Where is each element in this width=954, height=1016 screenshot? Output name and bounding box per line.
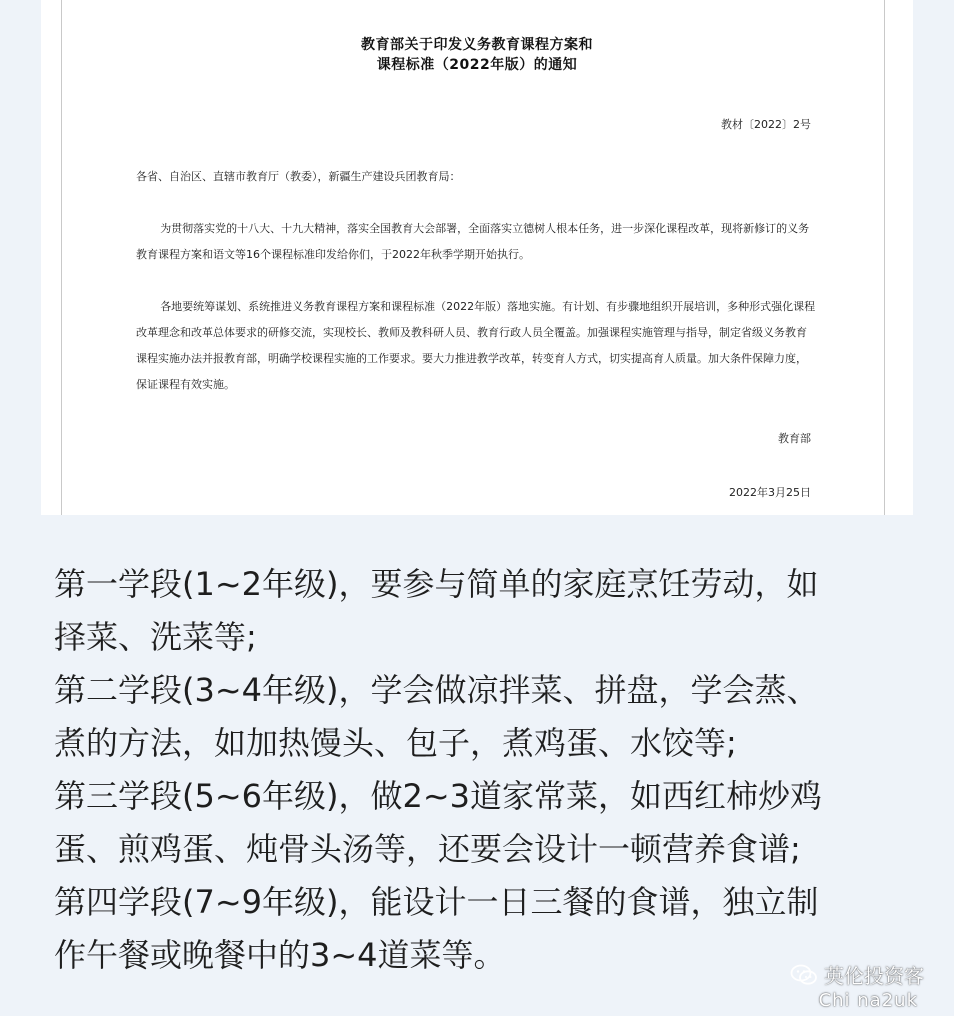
notice-paragraph-1: 为贯彻落实党的十八大、十九大精神，落实全国教育大会部署，全面落实立德树人根本任务，进一步深化课程改革，现将新修订的义务教育课程方案和语文等16个课程标准印发给你们，于2022年秋季学期开始执行。 [136, 222, 810, 261]
stage-line: 煮的方法，如加热馒头、包子，煮鸡蛋、水饺等; [54, 724, 737, 762]
notice-title-line1: 教育部关于印发义务教育课程方案和 [361, 37, 593, 53]
issue-date: 2022年3月25日 [729, 486, 811, 499]
notice-paragraph-2: 各地要统筹谋划、系统推进义务教育课程方案和课程标准（2022年版）落地实施。有计划、有步骤地组织开展培训，多种形式强化课程改革理念和改革总体要求的研修交流，实现校长、教师及教科研人员、教育行政人员全覆盖。加强课程实施管理与指导，制定省级义务教育课程实施办法并报教育部，明确学校课程实施的工作要求。要大力推进教学改革，转变育人方式，切实提高育人质量。加大条件保障力度，保证课程有效实施。 [136, 300, 816, 391]
notice-title-line2: 课程标准（2022年版）的通知 [376, 57, 578, 73]
salutation: 各省、自治区、直辖市教育厅（教委），新疆生产建设兵团教育局： [136, 170, 461, 183]
document-number: 教材〔2022〕2号 [721, 118, 811, 131]
stage-line: 择菜、洗菜等; [54, 618, 257, 656]
stage-line: 第一学段(1~2年级)，要参与简单的家庭烹饪劳动，如 [54, 565, 819, 603]
watermark [790, 960, 924, 989]
notice-document [41, 0, 913, 515]
watermark-site: Chi na2uk [818, 990, 918, 1011]
watermark-name: 英伦投资客 [824, 964, 924, 988]
stage-line: 蛋、煎鸡蛋、炖骨头汤等，还要会设计一顿营养食谱; [54, 830, 801, 868]
issuer: 教育部 [778, 432, 811, 445]
stage-line: 第四学段(7~9年级)，能设计一日三餐的食谱，独立制 [54, 883, 819, 921]
wechat-icon [790, 964, 818, 986]
stage-line: 第二学段(3~4年级)，学会做凉拌菜、拼盘，学会蒸、 [54, 671, 819, 709]
stage-line: 作午餐或晚餐中的3~4道菜等。 [54, 936, 506, 974]
stage-line: 第三学段(5~6年级)，做2~3道家常菜，如西红柿炒鸡 [54, 777, 823, 815]
stage-list [54, 558, 924, 982]
